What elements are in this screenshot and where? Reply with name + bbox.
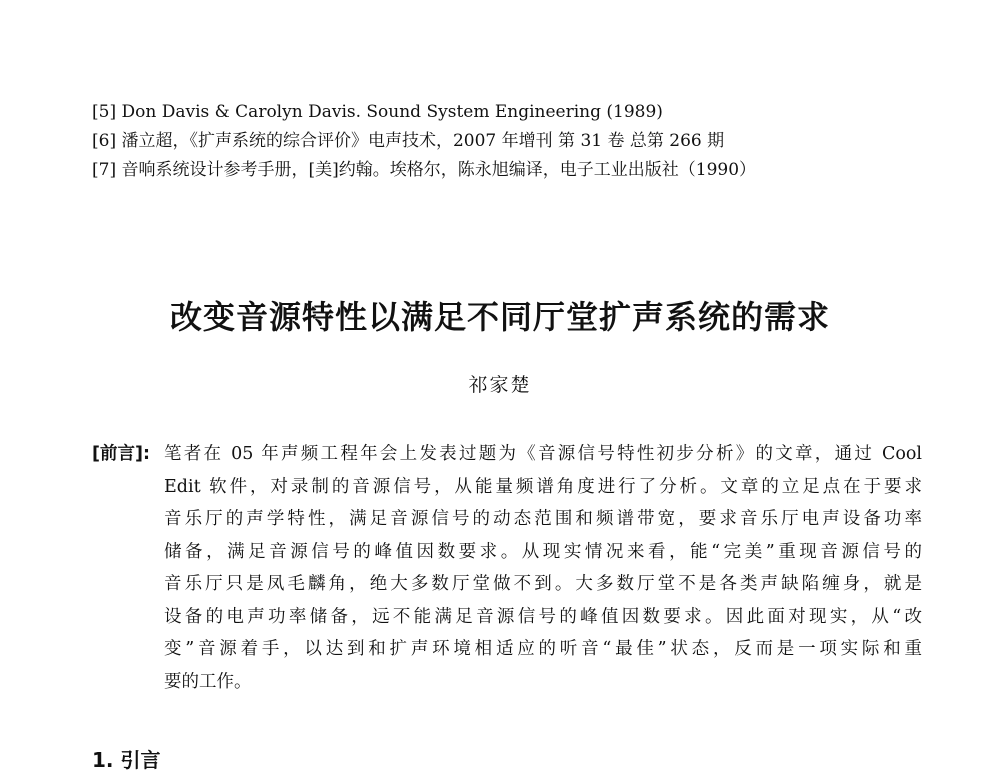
reference-item: [6] 潘立超，《扩声系统的综合评价》电声技术，2007 年增刊 第 31 卷 总第 266 期 xyxy=(92,131,725,151)
abstract-line: 要的工作。 xyxy=(164,671,252,692)
reference-item: [7] 音响系统设计参考手册，[美]约翰。埃格尔，陈永旭编译，电子工业出版社（1990） xyxy=(92,160,757,180)
section-heading: 1. 引言 xyxy=(92,748,161,772)
abstract-line: 音乐厅只是凤毛麟角，绝大多数厅堂做不到。大多数厅堂不是各类声缺陷缠身，就是 xyxy=(164,574,922,594)
abstract-block xyxy=(92,438,922,698)
abstract-line: 设备的电声功率储备，远不能满足音源信号的峰值因数要求。因此面对现实，从“改 xyxy=(164,606,922,627)
reference-list xyxy=(92,98,952,185)
abstract-line: Edit 软件，对录制的音源信号，从能量频谱角度进行了分析。文章的立足点在于要求 xyxy=(164,476,922,497)
article-author: 祁家楚 xyxy=(468,374,532,396)
abstract-label: [前言]: xyxy=(92,444,150,464)
abstract-body xyxy=(164,438,922,698)
article-title: 改变音源特性以满足不同厅堂扩声系统的需求 xyxy=(169,298,830,336)
reference-item: [5] Don Davis & Carolyn Davis. Sound System Engineering (1989) xyxy=(92,102,663,122)
abstract-line: 音乐厅的声学特性，满足音源信号的动态范围和频谱带宽，要求音乐厅电声设备功率 xyxy=(164,509,922,529)
abstract-line: 储备，满足音源信号的峰值因数要求。从现实情况来看，能“完美”重现音源信号的 xyxy=(164,541,922,562)
abstract-line: 变”音源着手，以达到和扩声环境相适应的听音“最佳”状态，反而是一项实际和重 xyxy=(164,639,922,659)
abstract-line: 笔者在 05 年声频工程年会上发表过题为《音源信号特性初步分析》的文章，通过 Cool xyxy=(164,444,922,464)
